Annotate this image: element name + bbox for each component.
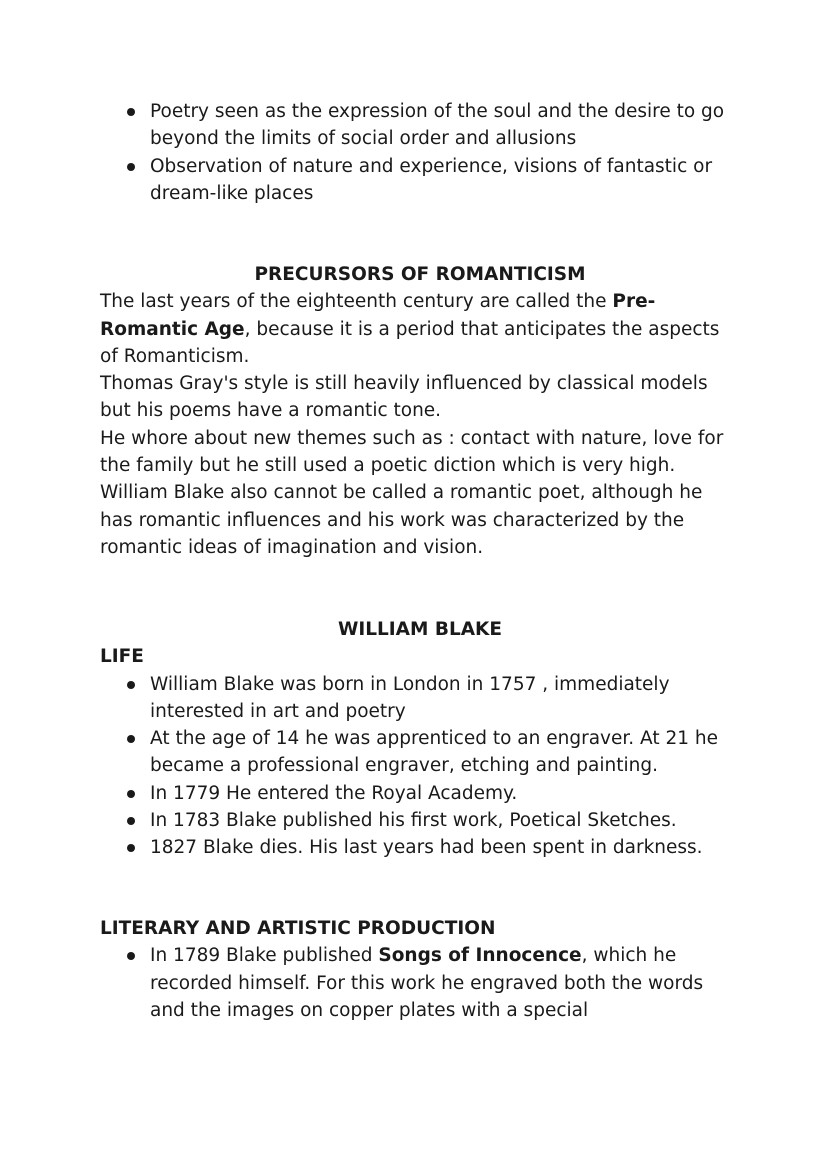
paragraph-text: The last years of the eighteenth century are called the [100,291,613,313]
precursors-paragraph-2: Thomas Gray's style is still heavily influenced by classical models but his poems have a romantic tone. [100,373,708,422]
list-item [100,942,740,1024]
list-item-text: In 1779 He entered the Royal Academy. [150,782,518,804]
list-item-text: 1827 Blake dies. His last years had been spent in darkness. [150,837,703,859]
bullet-icon [127,108,135,116]
precursors-paragraph-4: William Blake also cannot be called a romantic poet, although he has romantic influences and his work was characterized by the romantic ideas of imagination and vision. [100,482,703,558]
list-item-text: At the age of 14 he was apprenticed to an engraver. At 21 he became a professional engraver, etching and painting. [150,728,719,777]
songs-of-innocence-title: Songs of Innocence [378,945,582,967]
list-item [100,807,740,834]
bullet-icon [127,163,135,171]
precursors-heading: PRECURSORS OF ROMANTICISM [254,264,586,285]
list-item [100,780,740,807]
list-item [100,671,740,726]
precursors-paragraph-1 [100,288,740,370]
list-item [100,834,740,861]
production-section [100,915,740,1024]
blake-section [100,616,740,862]
precursors-paragraph-3: He whore about new themes such as : contact with nature, love for the family but he still used a poetic diction which is very high. [100,427,724,477]
life-heading: LIFE [100,646,144,668]
blake-heading: WILLIAM BLAKE [337,619,503,640]
list-item-text: In 1783 Blake published his first work, Poetical Sketches. [150,810,677,832]
precursors-section [100,261,740,561]
pre-romantic-age-term: Pre-Romantic Age [100,291,656,340]
list-item [100,153,740,208]
bullet-icon [127,735,135,743]
intro-bullets [100,98,740,207]
list-item-text: , which he recorded himself. For this work he engraved both the words and the images on copper plates with a special [150,945,704,1021]
production-heading: LITERARY AND ARTISTIC PRODUCTION [100,918,496,939]
paragraph-text: , because it is a period that anticipates the aspects of Romanticism. [100,318,720,367]
intro-bullet-list [100,98,740,207]
bullet-icon [127,844,135,852]
bullet-icon [127,681,135,689]
production-bullet-list [100,942,740,1024]
bullet-icon [127,817,135,825]
list-item [100,725,740,780]
list-item-text: In 1789 Blake published [150,945,379,967]
list-item [100,98,740,153]
list-item-text: Observation of nature and experience, visions of fantastic or dream-like places [150,155,713,204]
list-item-text: William Blake was born in London in 1757 , immediately interested in art and poetry [150,673,670,722]
bullet-icon [127,952,135,960]
bullet-icon [127,790,135,798]
life-bullet-list [100,671,740,862]
list-item-text: Poetry seen as the expression of the soul and the desire to go beyond the limits of social order and allusions [150,101,725,150]
